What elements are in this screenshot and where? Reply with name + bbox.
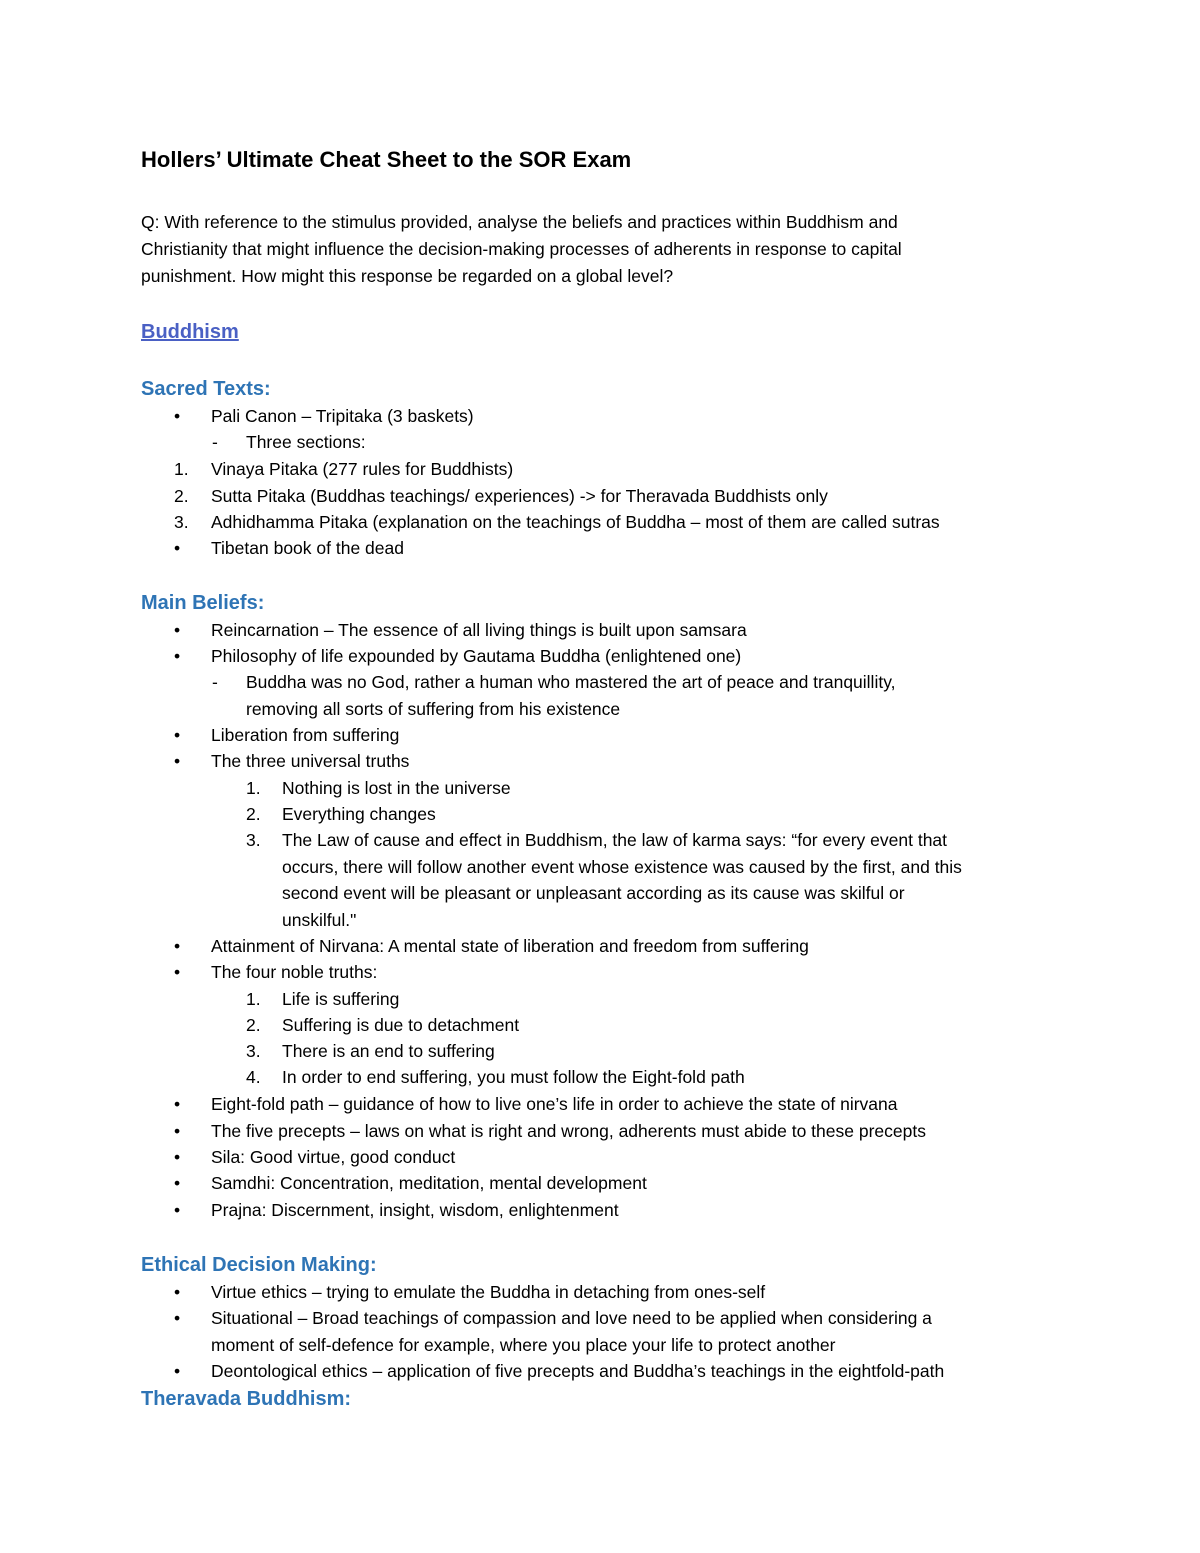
document-title: Hollers’ Ultimate Cheat Sheet to the SOR Exam xyxy=(141,147,632,172)
number-marker: 1. xyxy=(246,989,261,1009)
bullet-marker: • xyxy=(174,1121,181,1141)
list-item: Three sections: xyxy=(246,432,366,452)
exam-question xyxy=(141,209,1041,290)
question-line: Q: With reference to the stimulus provided, analyse the beliefs and practices within Buddhism and xyxy=(141,212,898,232)
list-item: Reincarnation – The essence of all living things is built upon samsara xyxy=(211,620,747,640)
list-item: Deontological ethics – application of five precepts and Buddha’s teachings in the eightfold-path xyxy=(211,1361,945,1381)
bullet-marker: • xyxy=(174,406,181,426)
list-item: Liberation from suffering xyxy=(211,725,400,745)
bullet-marker: • xyxy=(174,962,181,982)
bullet-marker: • xyxy=(174,936,181,956)
section-title-buddhism: Buddhism xyxy=(141,321,239,343)
number-marker: 3. xyxy=(246,1041,261,1061)
bullet-marker: • xyxy=(174,538,181,558)
list-item: Nothing is lost in the universe xyxy=(282,778,511,798)
list-item: Philosophy of life expounded by Gautama Buddha (enlightened one) xyxy=(211,646,742,666)
heading-sacred-texts: Sacred Texts: xyxy=(141,378,271,400)
number-marker: 2. xyxy=(174,486,189,506)
list-item: Life is suffering xyxy=(282,989,400,1009)
number-marker: 1. xyxy=(174,459,189,479)
bullet-marker: • xyxy=(174,725,181,745)
bullet-marker: • xyxy=(174,1282,181,1302)
bullet-marker: • xyxy=(174,1200,181,1220)
question-line: punishment. How might this response be regarded on a global level? xyxy=(141,266,674,286)
number-marker: 1. xyxy=(246,778,261,798)
list-item: The Law of cause and effect in Buddhism, the law of karma says: “for every event that occurs, there will follow another event whose existence was caused by the first, and this second event will be pleasant or unpleasant according as its cause was skilful or unskilful." xyxy=(282,830,962,930)
bullet-marker: • xyxy=(174,646,181,666)
dash-marker: - xyxy=(212,672,218,692)
list-item: Prajna: Discernment, insight, wisdom, enlightenment xyxy=(211,1200,619,1220)
heading-ethical-decision-making: Ethical Decision Making: xyxy=(141,1254,377,1276)
dash-marker: - xyxy=(212,432,218,452)
list-item: Sutta Pitaka (Buddhas teachings/ experiences) -> for Theravada Buddhists only xyxy=(211,486,828,506)
bullet-marker: • xyxy=(174,1308,181,1328)
list-item: Samdhi: Concentration, meditation, mental development xyxy=(211,1173,647,1193)
heading-main-beliefs: Main Beliefs: xyxy=(141,592,265,614)
bullet-marker: • xyxy=(174,620,181,640)
list-item: Suffering is due to detachment xyxy=(282,1015,520,1035)
list-item: Eight-fold path – guidance of how to live one’s life in order to achieve the state of nirvana xyxy=(211,1094,898,1114)
number-marker: 3. xyxy=(246,830,261,850)
heading-theravada-buddhism: Theravada Buddhism: xyxy=(141,1388,352,1410)
list-item: The three universal truths xyxy=(211,751,410,771)
list-item: Attainment of Nirvana: A mental state of liberation and freedom from suffering xyxy=(211,936,809,956)
list-item: Tibetan book of the dead xyxy=(211,538,404,558)
list-item: Pali Canon – Tripitaka (3 baskets) xyxy=(211,406,474,426)
list-item: Sila: Good virtue, good conduct xyxy=(211,1147,456,1167)
bullet-marker: • xyxy=(174,1147,181,1167)
number-marker: 2. xyxy=(246,804,261,824)
bullet-marker: • xyxy=(174,1361,181,1381)
list-item: There is an end to suffering xyxy=(282,1041,495,1061)
list-item: Virtue ethics – trying to emulate the Buddha in detaching from ones-self xyxy=(211,1282,766,1302)
number-marker: 2. xyxy=(246,1015,261,1035)
number-marker: 3. xyxy=(174,512,189,532)
bullet-marker: • xyxy=(174,751,181,771)
list-item: Situational – Broad teachings of compassion and love need to be applied when considering a moment of self-defence for example, where you place your life to protect another xyxy=(211,1308,932,1355)
list-item: Adhidhamma Pitaka (explanation on the teachings of Buddha – most of them are called sutras xyxy=(211,512,940,532)
list-item: Vinaya Pitaka (277 rules for Buddhists) xyxy=(211,459,514,479)
bullet-marker: • xyxy=(174,1094,181,1114)
number-marker: 4. xyxy=(246,1067,261,1087)
list-item: Everything changes xyxy=(282,804,436,824)
list-item: The five precepts – laws on what is right and wrong, adherents must abide to these precepts xyxy=(211,1121,926,1141)
list-item: Buddha was no God, rather a human who mastered the art of peace and tranquillity, removing all sorts of suffering from his existence xyxy=(246,672,896,719)
bullet-marker: • xyxy=(174,1173,181,1193)
list-item: In order to end suffering, you must follow the Eight-fold path xyxy=(282,1067,745,1087)
list-item: The four noble truths: xyxy=(211,962,378,982)
question-line: Christianity that might influence the decision-making processes of adherents in response to capital xyxy=(141,239,902,259)
